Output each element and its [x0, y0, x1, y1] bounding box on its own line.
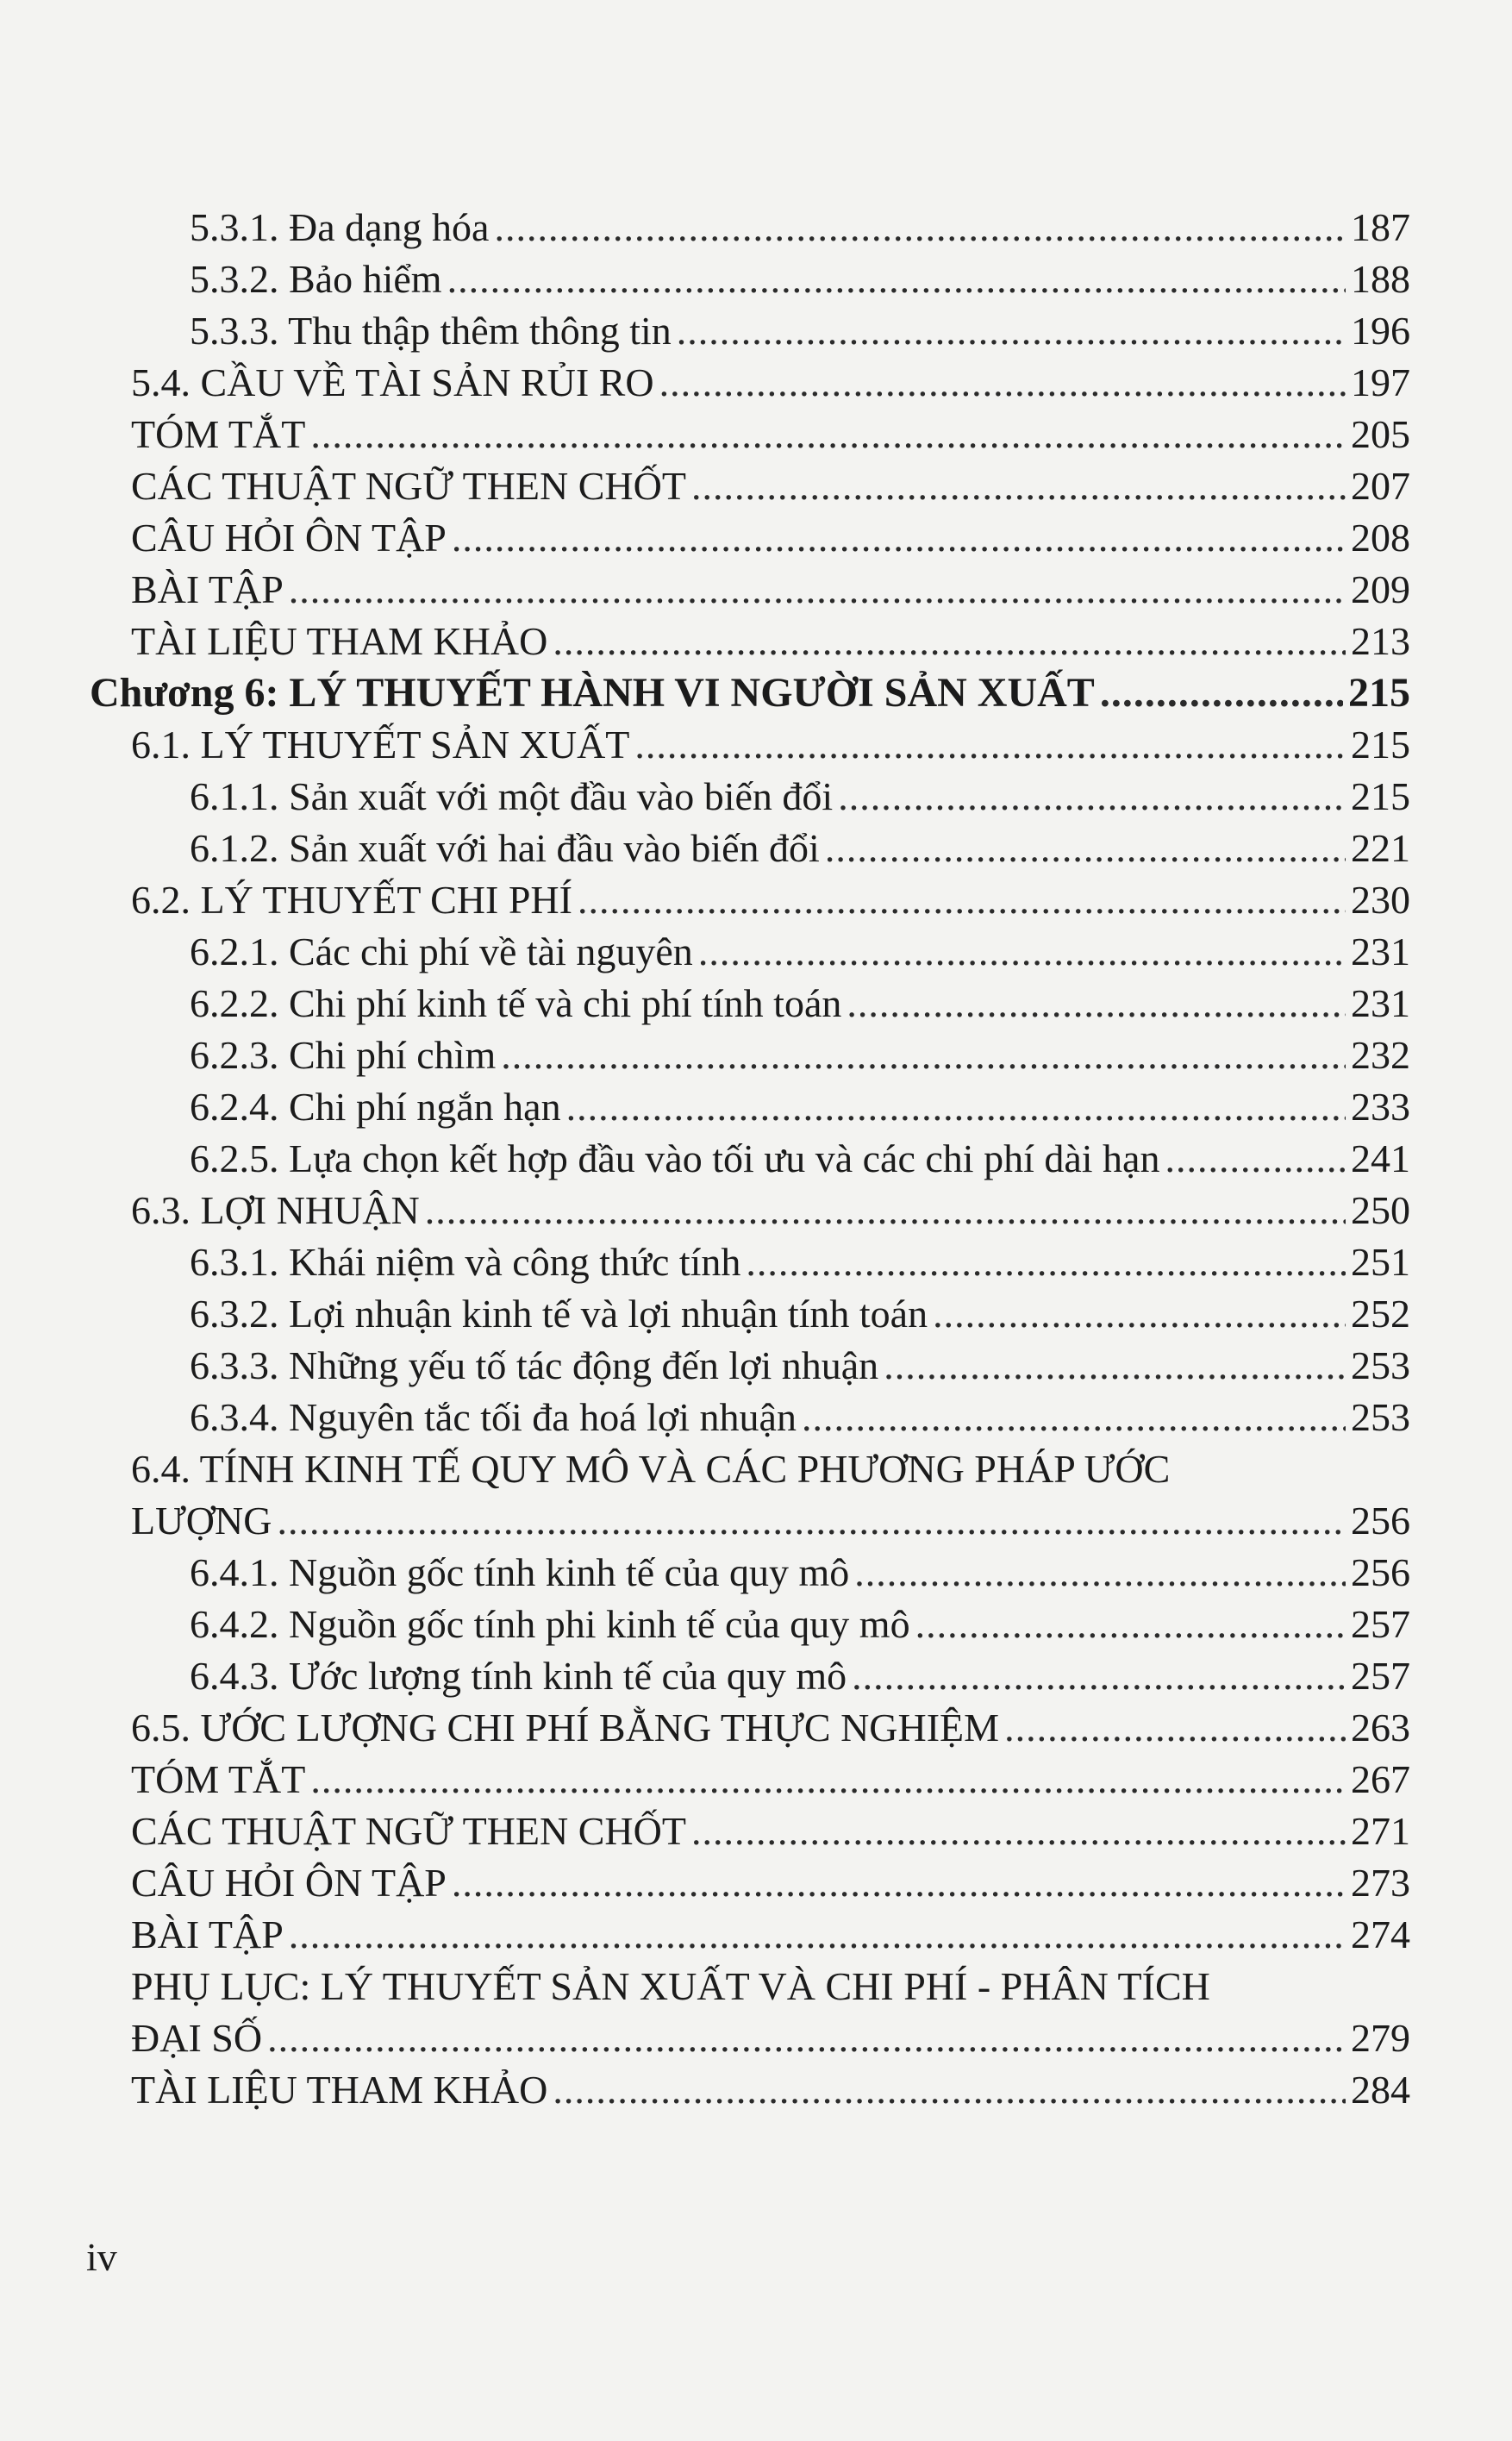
toc-entry-title: CÁC THUẬT NGỮ THEN CHỐT: [131, 1809, 686, 1853]
toc-entry-page: 241: [1351, 1136, 1410, 1180]
toc-entry: [131, 359, 1410, 407]
dot-leader: [691, 462, 1346, 510]
toc-entry-page: 263: [1351, 1706, 1410, 1749]
dot-leader: [566, 1083, 1346, 1131]
toc-entry-title-line1: 6.4. TÍNH KINH TẾ QUY MÔ VÀ CÁC PHƯƠNG PHÁP ƯỚC: [131, 1447, 1171, 1491]
toc-entry-title: TÓM TẮT: [131, 1757, 306, 1801]
toc-entry-title: 6.2.5. Lựa chọn kết hợp đầu vào tối ưu và các chi phí dài hạn: [190, 1136, 1160, 1180]
toc-entry: [190, 773, 1410, 821]
toc-entry: [190, 1600, 1410, 1649]
dot-leader: [494, 203, 1346, 252]
dot-leader: [267, 2014, 1346, 2062]
toc-entry: [131, 1807, 1410, 1856]
toc-entry: [131, 617, 1410, 666]
dot-leader: [447, 255, 1346, 304]
toc-entry-page: 233: [1351, 1085, 1410, 1129]
toc-entry-title: TÀI LIỆU THAM KHẢO: [131, 619, 548, 663]
toc-entry-page: 271: [1351, 1809, 1410, 1853]
dot-leader: [553, 617, 1346, 666]
dot-leader: [1100, 669, 1343, 717]
dot-leader: [838, 773, 1346, 821]
dot-leader: [691, 1807, 1346, 1856]
dot-leader: [802, 1393, 1346, 1442]
page-number: iv: [86, 2235, 117, 2279]
toc-entry: [190, 824, 1410, 873]
toc-entry-page: 251: [1351, 1240, 1410, 1284]
toc-entry-title: 6.4.1. Nguồn gốc tính kinh tế của quy mô: [190, 1550, 850, 1594]
toc-entry: [131, 2014, 1410, 2062]
toc-entry-page: 267: [1351, 1757, 1410, 1801]
toc-entry-page: 207: [1351, 464, 1410, 508]
dot-leader: [1004, 1704, 1346, 1752]
toc-entry-page: 197: [1351, 360, 1410, 404]
toc-entry-page: 284: [1351, 2068, 1410, 2112]
toc-entry-page: 274: [1351, 1912, 1410, 1956]
dot-leader: [659, 359, 1346, 407]
toc-entry-title: 6.1.1. Sản xuất với một đầu vào biến đổi: [190, 774, 834, 818]
dot-leader: [452, 514, 1346, 562]
toc-entry-title: 6.4.3. Ước lượng tính kinh tế của quy mô: [190, 1654, 847, 1698]
toc-entry: [131, 1186, 1410, 1235]
toc-entry-title: 6.2.4. Chi phí ngắn hạn: [190, 1085, 561, 1129]
toc-entry: [190, 307, 1410, 355]
toc-entry: [190, 1652, 1410, 1700]
toc-entry-title: TÀI LIỆU THAM KHẢO: [131, 2068, 548, 2112]
toc-entry-page: 253: [1351, 1395, 1410, 1439]
toc-entry: [190, 203, 1410, 252]
toc-entry: [131, 1859, 1410, 1907]
toc-entry-page: 252: [1351, 1292, 1410, 1336]
toc-entry-page: 221: [1351, 826, 1410, 870]
dot-leader: [310, 1756, 1346, 1804]
toc-entry-title: 6.3.1. Khái niệm và công thức tính: [190, 1240, 741, 1284]
dot-leader: [825, 824, 1346, 873]
dot-leader: [634, 721, 1346, 769]
toc-entry: [190, 1238, 1410, 1286]
toc-entry-title: BÀI TẬP: [131, 567, 284, 611]
dot-leader: [310, 410, 1346, 459]
toc-entry-page: 230: [1351, 878, 1410, 922]
toc-entry-title-line2: ĐẠI SỐ: [131, 2016, 263, 2060]
toc-entry-page: 188: [1351, 257, 1410, 301]
toc-entry: [131, 566, 1410, 614]
toc-chapter-heading: [90, 669, 1410, 717]
toc-entry: [131, 721, 1410, 769]
toc-entry-page: 257: [1351, 1654, 1410, 1698]
toc-entry-page: 232: [1351, 1033, 1410, 1077]
toc-entry: [190, 1342, 1410, 1390]
toc-entry-title: 6.3.2. Lợi nhuận kinh tế và lợi nhuận tính toán: [190, 1292, 928, 1336]
dot-leader: [578, 876, 1346, 924]
toc-entry-page: 279: [1351, 2016, 1410, 2060]
toc-entry: [131, 1911, 1410, 1959]
toc-entry-title: 6.2.3. Chi phí chìm: [190, 1033, 497, 1077]
toc-entry-title: 5.3.3. Thu thập thêm thông tin: [190, 309, 672, 353]
toc-entry-title: 6.2. LÝ THUYẾT CHI PHÍ: [131, 878, 572, 922]
toc-entry-title-line2: LƯỢNG: [131, 1499, 272, 1543]
dot-leader: [425, 1186, 1346, 1235]
toc-entry-page: 205: [1351, 412, 1410, 456]
dot-leader: [452, 1859, 1346, 1907]
toc-entry-page: 196: [1351, 309, 1410, 353]
dot-leader: [553, 2066, 1346, 2114]
toc-entry-page: 213: [1351, 619, 1410, 663]
toc-entry-page: 253: [1351, 1343, 1410, 1387]
dot-leader: [933, 1290, 1346, 1338]
toc-entry-page: 256: [1351, 1550, 1410, 1594]
toc-entry-page: 215: [1348, 670, 1410, 716]
toc-entry: [190, 1393, 1410, 1442]
toc-entry: [131, 1704, 1410, 1752]
dot-leader: [847, 980, 1346, 1028]
dot-leader: [277, 1497, 1346, 1545]
dot-leader: [1165, 1135, 1346, 1183]
dot-leader: [852, 1652, 1346, 1700]
toc-entry: [190, 1549, 1410, 1597]
toc-entry-page: 231: [1351, 981, 1410, 1025]
toc-entry: [131, 514, 1410, 562]
toc-entry-page: 250: [1351, 1188, 1410, 1232]
dot-leader: [698, 928, 1346, 976]
toc-entry: [190, 1083, 1410, 1131]
toc-entry: [131, 876, 1410, 924]
toc-entry-page: 257: [1351, 1602, 1410, 1646]
dot-leader: [677, 307, 1346, 355]
toc-entry: [131, 1497, 1410, 1545]
toc-entry-page: 187: [1351, 205, 1410, 249]
toc-entry-page: 209: [1351, 567, 1410, 611]
toc-entry-page: 215: [1351, 774, 1410, 818]
toc-entry-title: BÀI TẬP: [131, 1912, 284, 1956]
toc-entry: [190, 1031, 1410, 1080]
toc-entry-title: 6.2.2. Chi phí kinh tế và chi phí tính toán: [190, 981, 842, 1025]
toc-entry: [131, 1756, 1410, 1804]
toc-entry-title: 6.3. LỢI NHUẬN: [131, 1188, 420, 1232]
dot-leader: [289, 566, 1346, 614]
dot-leader: [289, 1911, 1346, 1959]
toc-entry-title: 6.2.1. Các chi phí về tài nguyên: [190, 929, 693, 973]
dot-leader: [746, 1238, 1346, 1286]
toc-entry-title: 6.1. LÝ THUYẾT SẢN XUẤT: [131, 723, 630, 767]
toc-entry-title-line1: PHỤ LỤC: LÝ THUYẾT SẢN XUẤT VÀ CHI PHÍ - PHÂN TÍCH: [131, 1964, 1210, 2008]
toc-entry-page: 215: [1351, 723, 1410, 767]
toc-entry-title: CÂU HỎI ÔN TẬP: [131, 516, 447, 560]
toc-entry-page: 273: [1351, 1861, 1410, 1905]
toc-entry-title: 5.3.1. Đa dạng hóa: [190, 205, 490, 249]
toc-entry-title: 6.3.3. Những yếu tố tác động đến lợi nhuận: [190, 1343, 879, 1387]
toc-entry: [190, 1290, 1410, 1338]
dot-leader: [854, 1549, 1346, 1597]
toc-entry-title: 5.4. CẦU VỀ TÀI SẢN RỦI RO: [131, 360, 654, 404]
toc-entry: [190, 255, 1410, 304]
toc-entry: [131, 410, 1410, 459]
toc-entry-title: 6.5. ƯỚC LƯỢNG CHI PHÍ BẰNG THỰC NGHIỆM: [131, 1706, 1000, 1749]
toc-entry-title: 6.4.2. Nguồn gốc tính phi kinh tế của quy mô: [190, 1602, 910, 1646]
dot-leader: [915, 1600, 1346, 1649]
toc-entry-title: 5.3.2. Bảo hiểm: [190, 257, 442, 301]
toc-entry-title: TÓM TẮT: [131, 412, 306, 456]
toc-entry-page: 256: [1351, 1499, 1410, 1543]
toc-entry-title: CÁC THUẬT NGỮ THEN CHỐT: [131, 464, 686, 508]
toc-entry-title: CÂU HỎI ÔN TẬP: [131, 1861, 447, 1905]
toc-entry: [190, 1135, 1410, 1183]
toc-entry: [190, 928, 1410, 976]
toc-entry-title: 6.1.2. Sản xuất với hai đầu vào biến đổi: [190, 826, 820, 870]
dot-leader: [501, 1031, 1346, 1080]
toc-entry: [190, 980, 1410, 1028]
toc-entry: [131, 462, 1410, 510]
dot-leader: [884, 1342, 1346, 1390]
toc-entry-title: Chương 6: LÝ THUYẾT HÀNH VI NGƯỜI SẢN XUẤT: [90, 670, 1095, 716]
toc-entry-page: 231: [1351, 929, 1410, 973]
toc-entry: [131, 2066, 1410, 2114]
toc-entry-title: 6.3.4. Nguyên tắc tối đa hoá lợi nhuận: [190, 1395, 797, 1439]
toc-entry-page: 208: [1351, 516, 1410, 560]
